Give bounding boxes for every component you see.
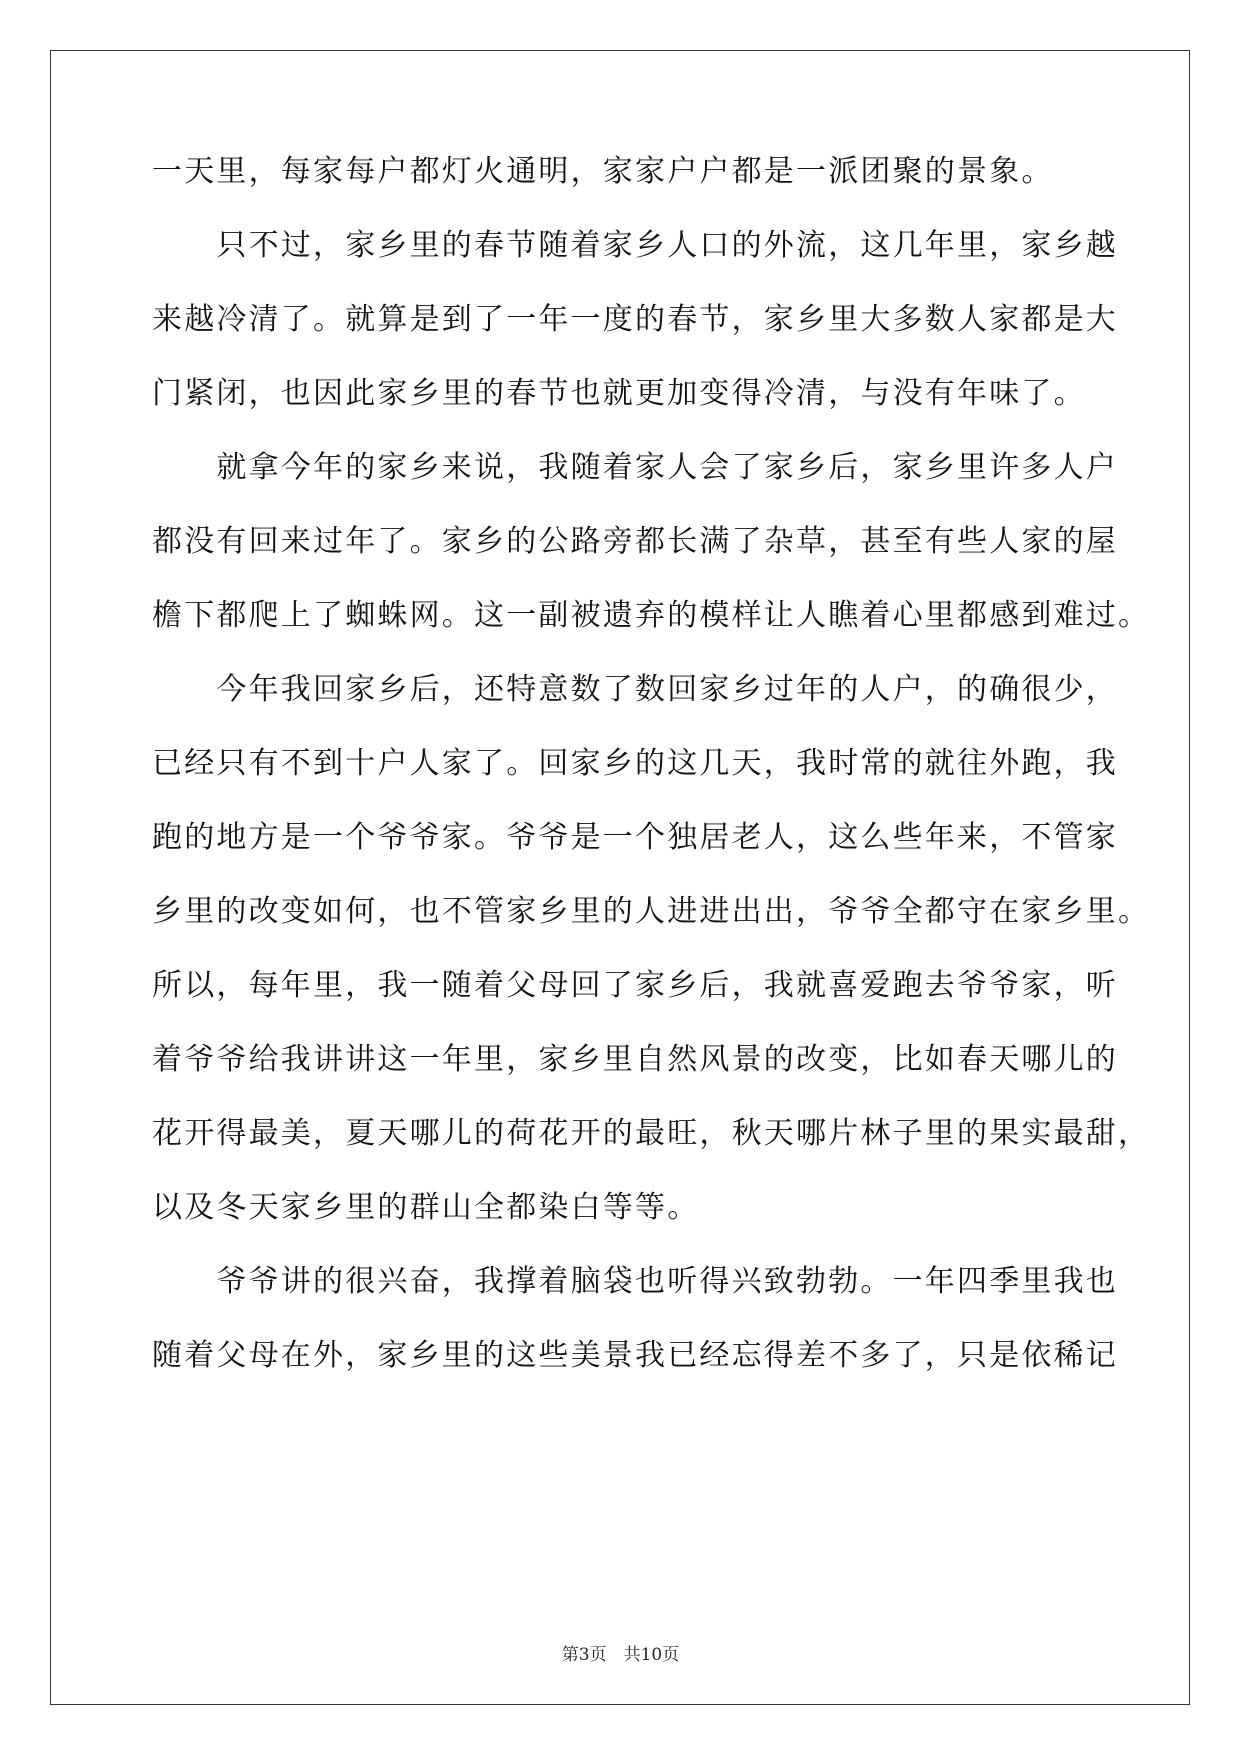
text-line: 门紧闭，也因此家乡里的春节也就更加变得冷清，与没有年味了。 (152, 376, 1086, 411)
text-line: 乡里的改变如何，也不管家乡里的人进进出出，爷爷全都守在家乡里。 (152, 894, 1151, 929)
text-line: 檐下都爬上了蜘蛛网。这一副被遗弃的模样让人瞧着心里都感到难过。 (152, 598, 1151, 633)
text-line: 随着父母在外，家乡里的这些美景我已经忘得差不多了，只是依稀记 (152, 1338, 1118, 1373)
page-number-footer: 第3页 共10页 (561, 1645, 680, 1665)
page-border (50, 50, 1190, 1705)
text-line: 一天里，每家每户都灯火通明，家家户户都是一派团聚的景象。 (152, 154, 1054, 189)
text-line: 今年我回家乡后，还特意数了数回家乡过年的人户，的确很少， (152, 672, 1118, 707)
text-line: 就拿今年的家乡来说，我随着家人会了家乡后，家乡里许多人户 (152, 450, 1118, 485)
text-line: 爷爷讲的很兴奋，我撑着脑袋也听得兴致勃勃。一年四季里我也 (152, 1264, 1118, 1299)
text-line: 以及冬天家乡里的群山全都染白等等。 (152, 1190, 700, 1225)
text-line: 花开得最美，夏天哪儿的荷花开的最旺，秋天哪片林子里的果实最甜， (152, 1116, 1151, 1151)
text-line: 都没有回来过年了。家乡的公路旁都长满了杂草，甚至有些人家的屋 (152, 524, 1118, 559)
text-line: 只不过，家乡里的春节随着家乡人口的外流，这几年里，家乡越 (152, 228, 1118, 263)
text-line: 所以，每年里，我一随着父母回了家乡后，我就喜爱跑去爷爷家，听 (152, 968, 1118, 1003)
text-line: 着爷爷给我讲讲这一年里，家乡里自然风景的改变，比如春天哪儿的 (152, 1042, 1118, 1077)
text-line: 来越冷清了。就算是到了一年一度的春节，家乡里大多数人家都是大 (152, 302, 1118, 337)
text-line: 已经只有不到十户人家了。回家乡的这几天，我时常的就往外跑，我 (152, 746, 1118, 781)
text-line: 跑的地方是一个爷爷家。爷爷是一个独居老人，这么些年来，不管家 (152, 820, 1118, 855)
